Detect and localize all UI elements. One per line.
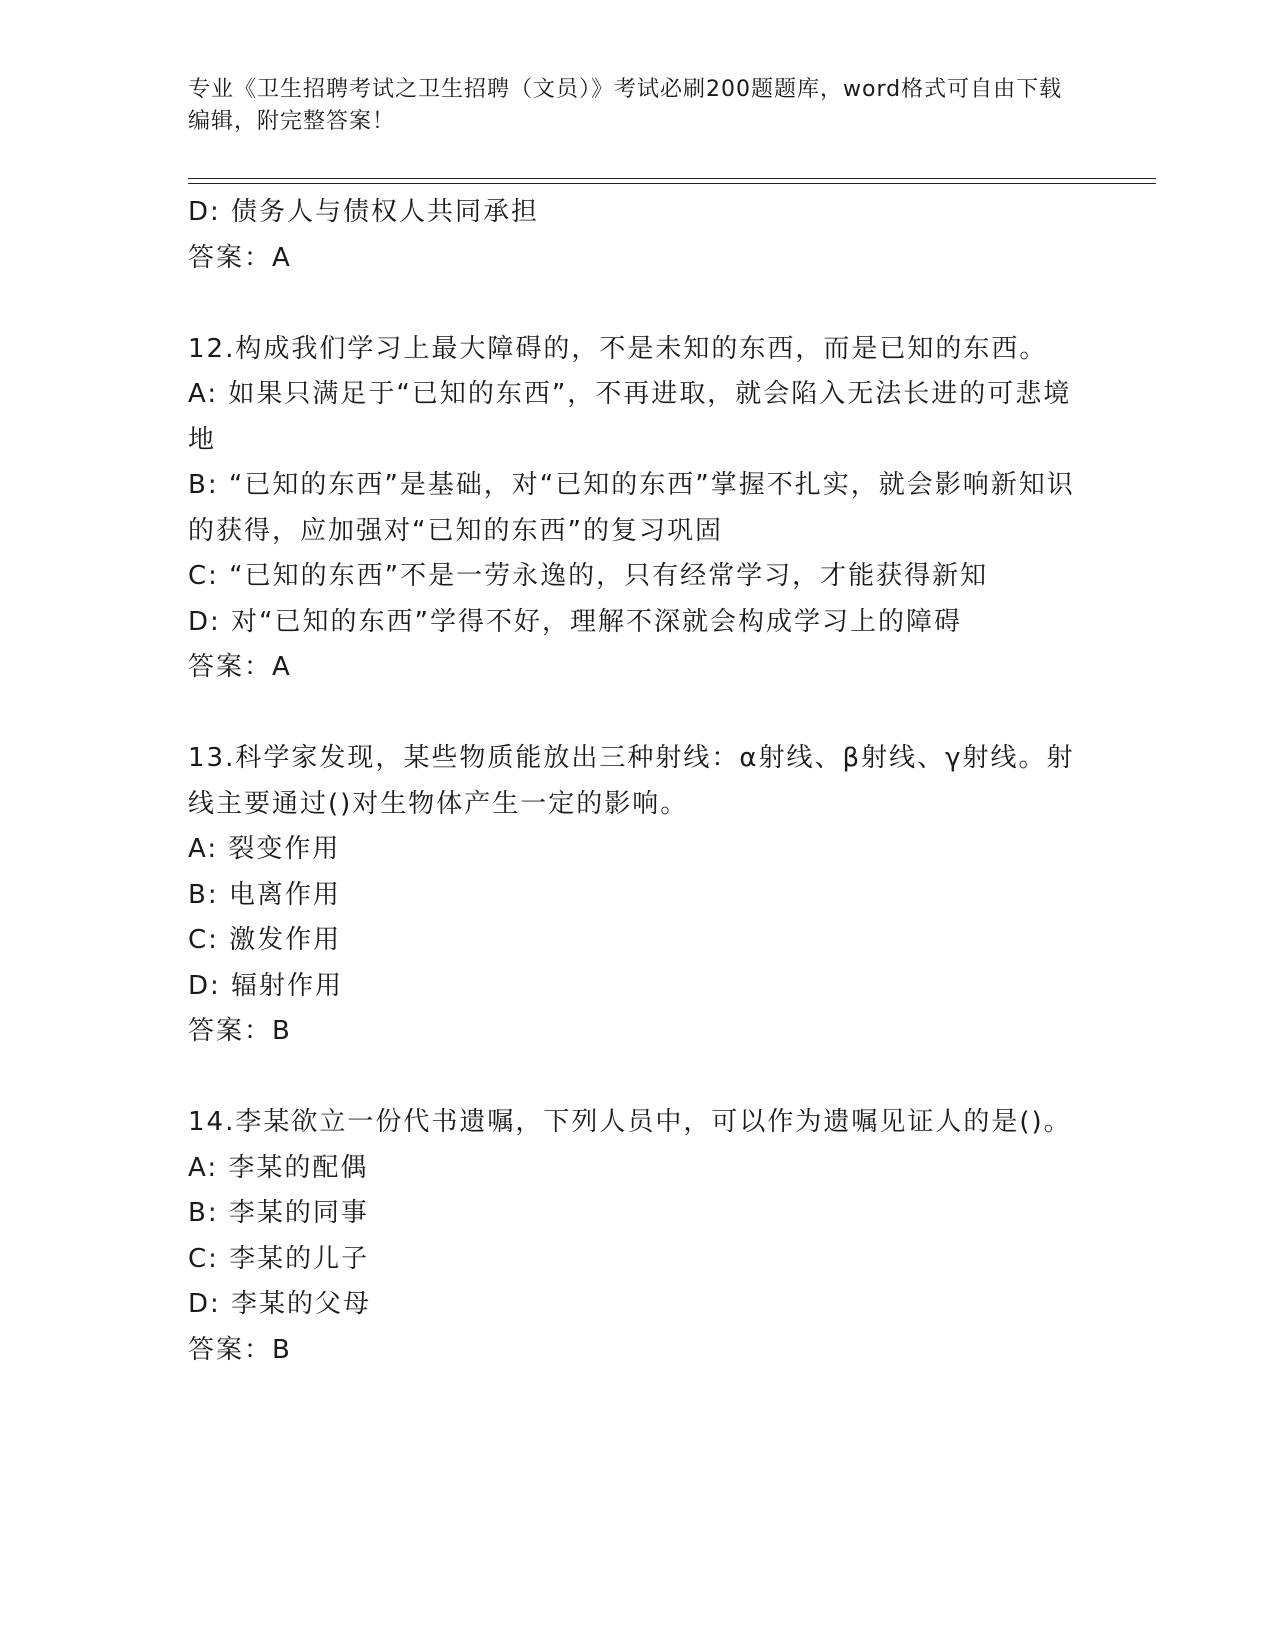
- question-14: [188, 1100, 1088, 1373]
- option-b: B: 李某的同事: [188, 1198, 369, 1228]
- option-a: A: 李某的配偶: [188, 1152, 369, 1183]
- answer: 答案：B: [188, 1334, 292, 1365]
- question-stem: 12.构成我们学习上最大障碍的，不是未知的东西，而是已知的东西。: [188, 333, 1048, 364]
- option-a: A: 裂变作用: [188, 834, 341, 864]
- question-13: [188, 736, 1088, 1055]
- question-content: [188, 190, 1088, 1373]
- answer: 答案：A: [188, 652, 292, 682]
- option-c: C: “已知的东西”不是一劳永逸的，只有经常学习，才能获得新知: [188, 561, 989, 591]
- option-b: B: “已知的东西”是基础，对“已知的东西”掌握不扎实，就会影响新知识的获得，应加强对“已知的东西”的复习巩固: [188, 470, 1075, 546]
- spacer: [188, 1055, 1088, 1101]
- option-c: C: 李某的儿子: [188, 1243, 370, 1274]
- option-d: D: 辐射作用: [188, 970, 344, 1001]
- answer: 答案：B: [188, 1016, 292, 1046]
- spacer: [188, 691, 1088, 737]
- spacer: [188, 281, 1088, 327]
- option-c: C: 激发作用: [188, 925, 342, 955]
- option-d: D: 对“已知的东西”学得不好，理解不深就会构成学习上的障碍: [188, 606, 962, 637]
- header-rule-bottom: [188, 183, 1156, 184]
- prev-option-d: D: 债务人与债权人共同承担: [188, 197, 540, 227]
- question-stem: 13.科学家发现，某些物质能放出三种射线：α射线、β射线、γ射线。射线主要通过()对生物体产生一定的影响。: [188, 743, 1075, 819]
- header-rule-top: [188, 178, 1156, 179]
- question-stem: 14.李某欲立一份代书遗嘱，下列人员中，可以作为遗嘱见证人的是()。: [188, 1107, 1072, 1137]
- prev-answer: 答案：A: [188, 242, 292, 273]
- document-header: 专业《卫生招聘考试之卫生招聘（文员）》考试必刷200题题库，word格式可自由下载编辑，附完整答案！: [188, 77, 1063, 134]
- option-a: A: 如果只满足于“已知的东西”，不再进取，就会陷入无法长进的可悲境地: [188, 379, 1072, 455]
- question-12: [188, 327, 1088, 691]
- option-d: D: 李某的父母: [188, 1289, 372, 1319]
- option-b: B: 电离作用: [188, 879, 341, 910]
